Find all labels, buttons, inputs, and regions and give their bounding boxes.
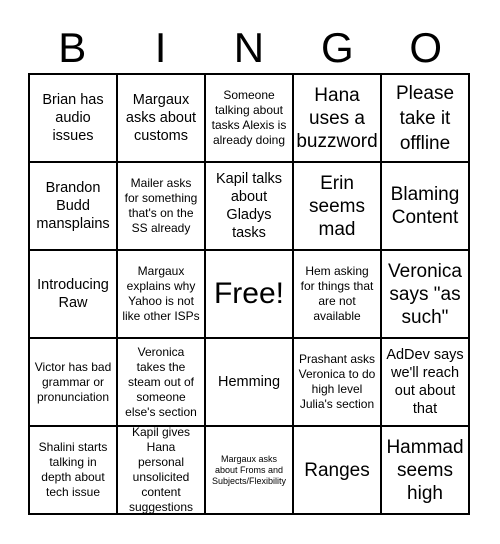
cell-text: Ranges bbox=[304, 459, 370, 481]
bingo-cell[interactable] bbox=[117, 162, 205, 250]
header-letter-g: G bbox=[321, 24, 354, 71]
header-letter-b: B bbox=[58, 24, 87, 71]
cell-text: Shalini starts talking in depth about tech issue bbox=[38, 440, 108, 499]
bingo-cell[interactable] bbox=[205, 426, 293, 514]
bingo-cell[interactable] bbox=[29, 426, 117, 514]
cell-text: Hem asking for things that are not available bbox=[300, 264, 374, 323]
bingo-cell[interactable] bbox=[381, 250, 469, 338]
cell-text: Brian has audio issues bbox=[42, 92, 104, 144]
header-letter-o: O bbox=[409, 24, 443, 71]
bingo-cell[interactable] bbox=[205, 338, 293, 426]
cell-text: Prashant asks Veronica to do high level Julia's section bbox=[298, 352, 376, 411]
bingo-cell[interactable] bbox=[117, 338, 205, 426]
bingo-cell[interactable] bbox=[381, 426, 469, 514]
bingo-cell[interactable] bbox=[293, 338, 381, 426]
cell-text: Mailer asks for something that's on the SS already bbox=[124, 176, 198, 235]
bingo-cell[interactable] bbox=[117, 426, 205, 514]
bingo-free-cell[interactable] bbox=[205, 250, 293, 338]
bingo-cell[interactable] bbox=[29, 162, 117, 250]
bingo-cell[interactable] bbox=[293, 162, 381, 250]
cell-text: Introducing Raw bbox=[37, 277, 109, 311]
cell-text: Erin seems mad bbox=[309, 172, 365, 240]
bingo-cell[interactable] bbox=[381, 162, 469, 250]
cell-text: AdDev says we'll reach out about that bbox=[386, 347, 464, 417]
bingo-cell[interactable] bbox=[29, 74, 117, 162]
cell-text: Veronica takes the steam out of someone else's section bbox=[125, 344, 197, 419]
bingo-cell[interactable] bbox=[29, 338, 117, 426]
cell-text: Free! bbox=[213, 277, 285, 310]
cell-text: Kapil talks about Gladys tasks bbox=[215, 171, 283, 241]
cell-text: Victor has bad grammar or pronunciation bbox=[34, 359, 112, 404]
bingo-cell[interactable] bbox=[205, 74, 293, 162]
cell-text: Hammad seems high bbox=[386, 436, 464, 504]
bingo-cell[interactable] bbox=[381, 338, 469, 426]
bingo-cell[interactable] bbox=[381, 74, 469, 162]
cell-text: Hana uses a buzzword bbox=[296, 84, 378, 152]
bingo-cell[interactable] bbox=[293, 74, 381, 162]
cell-text: Hemming bbox=[217, 374, 281, 390]
cell-text: Please take it offline bbox=[395, 82, 455, 154]
bingo-cell[interactable] bbox=[293, 250, 381, 338]
bingo-cell[interactable] bbox=[293, 426, 381, 514]
bingo-cell[interactable] bbox=[29, 250, 117, 338]
cell-text: Blaming Content bbox=[390, 184, 460, 228]
bingo-cell[interactable] bbox=[117, 250, 205, 338]
header-letter-i: I bbox=[154, 24, 167, 71]
header-letter-n: N bbox=[233, 24, 265, 71]
cell-text: Brandon Budd mansplains bbox=[36, 180, 110, 232]
cell-text: Margaux asks about Froms and Subjects/Flexibility bbox=[211, 453, 287, 486]
cell-text: Veronica says "as such" bbox=[388, 260, 462, 328]
bingo-header bbox=[28, 18, 470, 78]
bingo-cell[interactable] bbox=[117, 74, 205, 162]
cell-text: Margaux explains why Yahoo is not like other ISPs bbox=[122, 264, 200, 323]
bingo-cell[interactable] bbox=[205, 162, 293, 250]
bingo-card bbox=[28, 73, 470, 515]
cell-text: Someone talking about tasks Alexis is already doing bbox=[211, 88, 287, 147]
cell-text: Margaux asks about customs bbox=[125, 92, 197, 144]
cell-text: Kapil gives Hana personal unsolicited content suggestions bbox=[128, 426, 194, 514]
